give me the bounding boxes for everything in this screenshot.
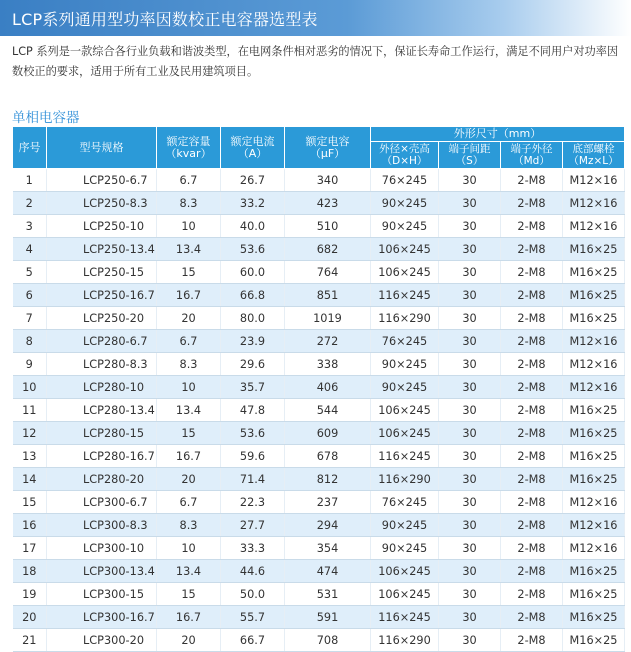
row-capacitance-cell: 423: [285, 192, 371, 215]
table-row: [13, 606, 625, 629]
row-index-cell: 17: [13, 537, 47, 560]
table-row: [13, 238, 625, 261]
table-row: [13, 445, 625, 468]
row-dim-mz-cell: M16×25: [563, 422, 625, 445]
row-dim-md-cell: 2-M8: [501, 192, 563, 215]
row-capacitance-cell: 678: [285, 445, 371, 468]
row-dim-s-cell: 30: [439, 261, 501, 284]
row-model-cell: LCP250-10: [47, 215, 157, 238]
row-current-cell: 50.0: [221, 583, 285, 606]
row-dim-s-cell: 30: [439, 445, 501, 468]
row-model-cell: LCP250-15: [47, 261, 157, 284]
row-model-cell: LCP250-8.3: [47, 192, 157, 215]
row-index-cell: 21: [13, 629, 47, 652]
row-index-cell: 3: [13, 215, 47, 238]
row-current-cell: 53.6: [221, 238, 285, 261]
row-current-cell: 71.4: [221, 468, 285, 491]
row-dim-mz-cell: M12×16: [563, 353, 625, 376]
row-dim-dh-cell: 116×245: [371, 445, 439, 468]
row-index-cell: 2: [13, 192, 47, 215]
row-model-cell: LCP250-16.7: [47, 284, 157, 307]
row-model-cell: LCP300-6.7: [47, 491, 157, 514]
row-capacity-cell: 8.3: [157, 353, 221, 376]
row-dim-dh-cell: 76×245: [371, 169, 439, 192]
row-index-cell: 4: [13, 238, 47, 261]
header-dim-md: 端子外径 （Md）: [501, 142, 563, 169]
header-model: 型号规格: [47, 127, 157, 169]
header-dim-s: 端子间距 （S）: [439, 142, 501, 169]
table-row: [13, 560, 625, 583]
row-capacity-cell: 15: [157, 261, 221, 284]
row-dim-mz-cell: M12×16: [563, 330, 625, 353]
row-dim-s-cell: 30: [439, 376, 501, 399]
row-dim-s-cell: 30: [439, 284, 501, 307]
row-dim-mz-cell: M16×25: [563, 468, 625, 491]
row-capacitance-cell: 340: [285, 169, 371, 192]
row-dim-dh-cell: 90×245: [371, 376, 439, 399]
row-capacity-cell: 10: [157, 376, 221, 399]
row-model-cell: LCP280-16.7: [47, 445, 157, 468]
row-capacity-cell: 8.3: [157, 514, 221, 537]
row-model-cell: LCP280-20: [47, 468, 157, 491]
row-index-cell: 6: [13, 284, 47, 307]
section-title: 单相电容器: [12, 110, 80, 126]
row-index-cell: 14: [13, 468, 47, 491]
table-body: [13, 169, 625, 652]
row-dim-md-cell: 2-M8: [501, 215, 563, 238]
row-capacitance-cell: 294: [285, 514, 371, 537]
row-model-cell: LCP280-8.3: [47, 353, 157, 376]
table-row: [13, 491, 625, 514]
row-dim-mz-cell: M16×25: [563, 606, 625, 629]
row-current-cell: 40.0: [221, 215, 285, 238]
row-capacitance-cell: 237: [285, 491, 371, 514]
row-dim-s-cell: 30: [439, 215, 501, 238]
row-dim-s-cell: 30: [439, 629, 501, 652]
row-dim-mz-cell: M16×25: [563, 445, 625, 468]
row-dim-dh-cell: 106×245: [371, 560, 439, 583]
row-dim-md-cell: 2-M8: [501, 307, 563, 330]
row-dim-dh-cell: 116×245: [371, 284, 439, 307]
row-model-cell: LCP300-10: [47, 537, 157, 560]
header-dimensions-group: 外形尺寸（mm）: [371, 127, 625, 142]
row-dim-s-cell: 30: [439, 491, 501, 514]
row-model-cell: LCP250-13.4: [47, 238, 157, 261]
row-current-cell: 66.8: [221, 284, 285, 307]
row-model-cell: LCP300-16.7: [47, 606, 157, 629]
row-dim-md-cell: 2-M8: [501, 376, 563, 399]
row-dim-md-cell: 2-M8: [501, 537, 563, 560]
row-dim-dh-cell: 90×245: [371, 537, 439, 560]
row-current-cell: 33.2: [221, 192, 285, 215]
row-capacitance-cell: 609: [285, 422, 371, 445]
row-index-cell: 5: [13, 261, 47, 284]
row-dim-mz-cell: M12×16: [563, 491, 625, 514]
row-dim-mz-cell: M16×25: [563, 629, 625, 652]
row-capacitance-cell: 1019: [285, 307, 371, 330]
intro-paragraph: LCP 系列是一款综合各行业负载和谐波类型，在电网条件相对恶劣的情况下，保证长寿命工作运行，满足不同用户对功率因数校正的要求，适用于所有工业及民用建筑项目。: [12, 45, 619, 78]
row-dim-s-cell: 30: [439, 399, 501, 422]
row-dim-mz-cell: M16×25: [563, 560, 625, 583]
row-index-cell: 18: [13, 560, 47, 583]
row-index-cell: 13: [13, 445, 47, 468]
row-dim-md-cell: 2-M8: [501, 353, 563, 376]
row-dim-dh-cell: 90×245: [371, 514, 439, 537]
row-capacity-cell: 6.7: [157, 330, 221, 353]
row-model-cell: LCP300-8.3: [47, 514, 157, 537]
row-dim-md-cell: 2-M8: [501, 629, 563, 652]
row-dim-md-cell: 2-M8: [501, 468, 563, 491]
page-title: LCP系列通用型功率因数校正电容器选型表: [12, 10, 318, 29]
row-current-cell: 22.3: [221, 491, 285, 514]
row-dim-s-cell: 30: [439, 422, 501, 445]
row-index-cell: 11: [13, 399, 47, 422]
row-dim-dh-cell: 116×290: [371, 629, 439, 652]
row-dim-s-cell: 30: [439, 606, 501, 629]
header-current: 额定电流 （A）: [221, 127, 285, 169]
table-row: [13, 330, 625, 353]
table-row: [13, 169, 625, 192]
row-capacitance-cell: 764: [285, 261, 371, 284]
row-index-cell: 15: [13, 491, 47, 514]
header-capacitance: 额定电容 （μF）: [285, 127, 371, 169]
row-capacity-cell: 13.4: [157, 399, 221, 422]
row-dim-mz-cell: M16×25: [563, 238, 625, 261]
row-capacitance-cell: 510: [285, 215, 371, 238]
row-dim-dh-cell: 76×245: [371, 330, 439, 353]
row-current-cell: 33.3: [221, 537, 285, 560]
row-index-cell: 19: [13, 583, 47, 606]
row-dim-md-cell: 2-M8: [501, 330, 563, 353]
row-current-cell: 55.7: [221, 606, 285, 629]
row-current-cell: 29.6: [221, 353, 285, 376]
row-dim-md-cell: 2-M8: [501, 491, 563, 514]
row-dim-dh-cell: 106×245: [371, 238, 439, 261]
row-dim-dh-cell: 106×245: [371, 422, 439, 445]
row-model-cell: LCP250-6.7: [47, 169, 157, 192]
row-capacitance-cell: 591: [285, 606, 371, 629]
row-dim-md-cell: 2-M8: [501, 284, 563, 307]
row-dim-s-cell: 30: [439, 468, 501, 491]
table-row: [13, 422, 625, 445]
row-dim-mz-cell: M12×16: [563, 514, 625, 537]
row-dim-s-cell: 30: [439, 307, 501, 330]
row-capacity-cell: 10: [157, 537, 221, 560]
row-dim-s-cell: 30: [439, 169, 501, 192]
row-capacitance-cell: 544: [285, 399, 371, 422]
table-row: [13, 583, 625, 606]
row-model-cell: LCP300-15: [47, 583, 157, 606]
row-model-cell: LCP280-13.4: [47, 399, 157, 422]
row-capacity-cell: 13.4: [157, 560, 221, 583]
row-capacity-cell: 8.3: [157, 192, 221, 215]
row-dim-md-cell: 2-M8: [501, 445, 563, 468]
header-dim-dh: 外径×壳高 （D×H）: [371, 142, 439, 169]
row-capacitance-cell: 354: [285, 537, 371, 560]
row-capacitance-cell: 474: [285, 560, 371, 583]
table-row: [13, 307, 625, 330]
row-current-cell: 53.6: [221, 422, 285, 445]
row-capacity-cell: 16.7: [157, 606, 221, 629]
row-dim-mz-cell: M12×16: [563, 376, 625, 399]
row-dim-mz-cell: M16×25: [563, 261, 625, 284]
row-model-cell: LCP300-13.4: [47, 560, 157, 583]
row-dim-dh-cell: 106×245: [371, 261, 439, 284]
header-index: 序号: [13, 127, 47, 169]
row-dim-md-cell: 2-M8: [501, 238, 563, 261]
row-dim-s-cell: 30: [439, 560, 501, 583]
header-capacity: 额定容量 （kvar）: [157, 127, 221, 169]
row-index-cell: 16: [13, 514, 47, 537]
table-row: [13, 399, 625, 422]
row-model-cell: LCP280-6.7: [47, 330, 157, 353]
row-capacity-cell: 15: [157, 422, 221, 445]
row-current-cell: 23.9: [221, 330, 285, 353]
row-model-cell: LCP280-10: [47, 376, 157, 399]
table-row: [13, 353, 625, 376]
row-capacity-cell: 20: [157, 468, 221, 491]
row-model-cell: LCP280-15: [47, 422, 157, 445]
row-capacity-cell: 6.7: [157, 491, 221, 514]
row-dim-md-cell: 2-M8: [501, 514, 563, 537]
row-current-cell: 80.0: [221, 307, 285, 330]
row-dim-mz-cell: M16×25: [563, 307, 625, 330]
row-dim-mz-cell: M16×25: [563, 399, 625, 422]
row-dim-s-cell: 30: [439, 192, 501, 215]
row-capacity-cell: 13.4: [157, 238, 221, 261]
row-index-cell: 10: [13, 376, 47, 399]
row-dim-mz-cell: M16×25: [563, 583, 625, 606]
row-dim-dh-cell: 90×245: [371, 215, 439, 238]
row-capacity-cell: 16.7: [157, 284, 221, 307]
row-dim-mz-cell: M16×25: [563, 284, 625, 307]
row-capacitance-cell: 812: [285, 468, 371, 491]
row-capacitance-cell: 682: [285, 238, 371, 261]
row-dim-s-cell: 30: [439, 537, 501, 560]
row-dim-dh-cell: 116×245: [371, 606, 439, 629]
row-dim-md-cell: 2-M8: [501, 560, 563, 583]
selection-table: [12, 126, 625, 652]
row-dim-mz-cell: M12×16: [563, 215, 625, 238]
row-dim-dh-cell: 116×290: [371, 468, 439, 491]
header-dim-mz: 底部螺栓 （Mz×L）: [563, 142, 625, 169]
row-index-cell: 9: [13, 353, 47, 376]
row-dim-s-cell: 30: [439, 514, 501, 537]
table-row: [13, 192, 625, 215]
row-dim-dh-cell: 90×245: [371, 353, 439, 376]
row-model-cell: LCP300-20: [47, 629, 157, 652]
row-dim-s-cell: 30: [439, 583, 501, 606]
row-dim-mz-cell: M12×16: [563, 192, 625, 215]
row-dim-s-cell: 30: [439, 330, 501, 353]
table-row: [13, 468, 625, 491]
table-row: [13, 629, 625, 652]
row-dim-md-cell: 2-M8: [501, 169, 563, 192]
row-capacitance-cell: 338: [285, 353, 371, 376]
row-current-cell: 44.6: [221, 560, 285, 583]
row-dim-md-cell: 2-M8: [501, 261, 563, 284]
row-capacitance-cell: 406: [285, 376, 371, 399]
row-dim-dh-cell: 116×290: [371, 307, 439, 330]
row-capacity-cell: 10: [157, 215, 221, 238]
row-capacitance-cell: 272: [285, 330, 371, 353]
row-model-cell: LCP250-20: [47, 307, 157, 330]
table-row: [13, 376, 625, 399]
row-dim-mz-cell: M12×16: [563, 537, 625, 560]
row-capacity-cell: 6.7: [157, 169, 221, 192]
row-current-cell: 66.7: [221, 629, 285, 652]
row-dim-md-cell: 2-M8: [501, 583, 563, 606]
table-row: [13, 215, 625, 238]
table-row: [13, 261, 625, 284]
row-current-cell: 47.8: [221, 399, 285, 422]
row-current-cell: 60.0: [221, 261, 285, 284]
row-dim-md-cell: 2-M8: [501, 606, 563, 629]
row-index-cell: 20: [13, 606, 47, 629]
row-dim-dh-cell: 106×245: [371, 583, 439, 606]
row-index-cell: 1: [13, 169, 47, 192]
table-row: [13, 537, 625, 560]
row-capacitance-cell: 531: [285, 583, 371, 606]
row-capacitance-cell: 851: [285, 284, 371, 307]
row-current-cell: 59.6: [221, 445, 285, 468]
table-row: [13, 514, 625, 537]
row-dim-dh-cell: 90×245: [371, 192, 439, 215]
row-dim-s-cell: 30: [439, 238, 501, 261]
row-dim-s-cell: 30: [439, 353, 501, 376]
row-index-cell: 7: [13, 307, 47, 330]
row-capacity-cell: 20: [157, 307, 221, 330]
row-capacity-cell: 16.7: [157, 445, 221, 468]
row-dim-md-cell: 2-M8: [501, 422, 563, 445]
row-index-cell: 12: [13, 422, 47, 445]
row-dim-md-cell: 2-M8: [501, 399, 563, 422]
row-current-cell: 26.7: [221, 169, 285, 192]
row-capacity-cell: 15: [157, 583, 221, 606]
row-index-cell: 8: [13, 330, 47, 353]
row-capacitance-cell: 708: [285, 629, 371, 652]
table-row: [13, 284, 625, 307]
row-capacity-cell: 20: [157, 629, 221, 652]
row-current-cell: 35.7: [221, 376, 285, 399]
row-dim-dh-cell: 106×245: [371, 399, 439, 422]
row-dim-mz-cell: M12×16: [563, 169, 625, 192]
row-current-cell: 27.7: [221, 514, 285, 537]
row-dim-dh-cell: 76×245: [371, 491, 439, 514]
